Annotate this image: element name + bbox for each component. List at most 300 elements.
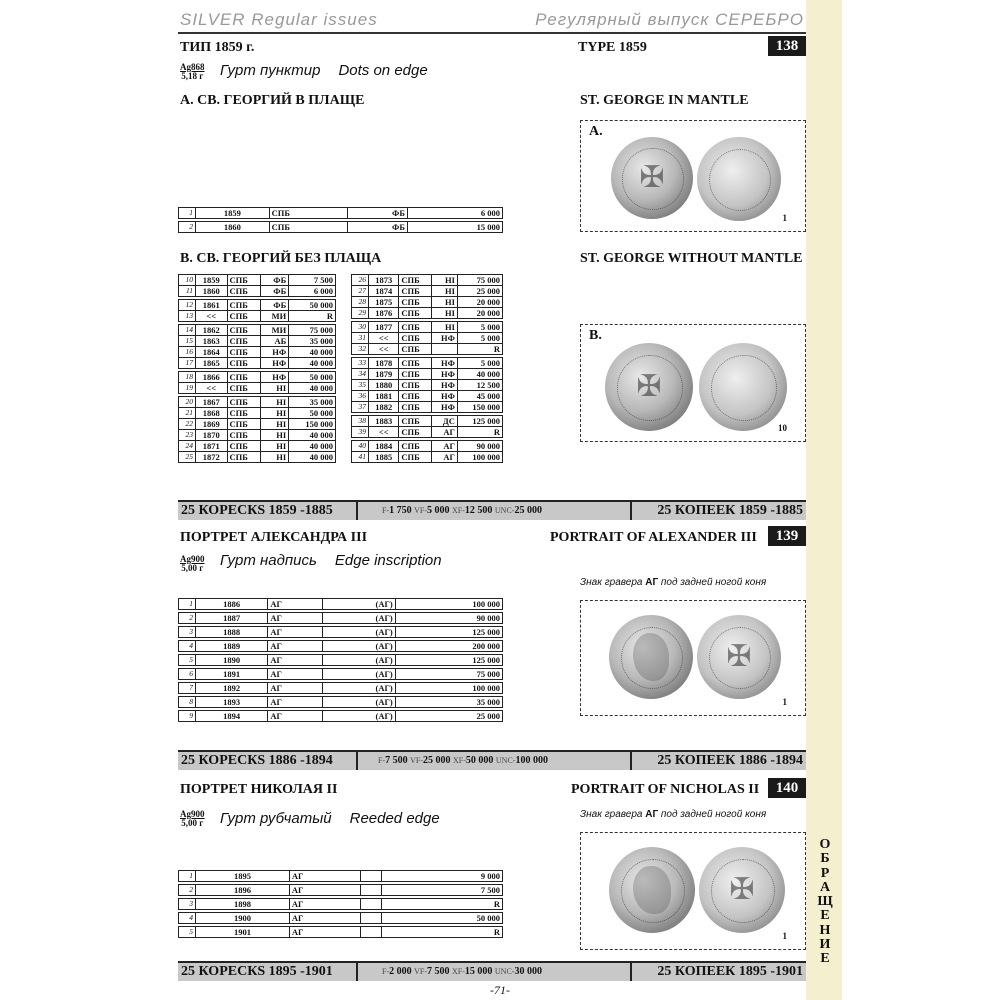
catalog-number-cell: 25 (179, 452, 196, 463)
catalog-number-cell: 6 (179, 669, 196, 680)
side-tab-letter: О (819, 837, 831, 852)
coin-obverse-image: ✠ (605, 343, 693, 431)
section-139-alloy (180, 555, 205, 573)
mintmaster-cell: НФ (431, 369, 457, 380)
section-140-number: 140 (768, 778, 806, 798)
alloy-weight: 5,00 г (181, 818, 204, 828)
subtype-a-title-en: ST. GEORGE IN MANTLE (580, 93, 749, 108)
mint-cell: СПБ (227, 311, 261, 322)
catalog-number-cell: 23 (179, 430, 196, 441)
catalog-number-cell: 4 (179, 641, 196, 652)
table-row (179, 452, 336, 463)
alloy-fineness: Ag900 (180, 554, 205, 564)
mint-cell: СПБ (399, 441, 431, 452)
engraver-note-139: Знак гравера АГ под задней ногой коня (580, 577, 767, 588)
mintmaster-cell: НФ (431, 380, 457, 391)
table-row (179, 336, 336, 347)
mintmaster-cell: НІ (431, 297, 457, 308)
coin-reverse-image: ✠ (699, 847, 785, 933)
table-row (179, 641, 503, 652)
alloy-fineness: Ag868 (180, 62, 205, 72)
grade-prices: F-7 500 VF-25 000 XF-50 000 UNC-100 000 (378, 755, 548, 766)
catalog-number-cell: 31 (352, 333, 369, 344)
coin-reverse-image: ✠ (697, 615, 781, 699)
table-row (179, 325, 336, 336)
catalog-number-cell: 32 (352, 344, 369, 355)
mint-cell: АГ (268, 641, 322, 652)
mintmaster-cell: НІ (261, 383, 289, 394)
price-cell: 40 000 (457, 369, 502, 380)
year-cell: 1881 (369, 391, 399, 402)
year-cell: 1873 (369, 275, 399, 286)
year-cell: 1893 (196, 697, 268, 708)
table-row (179, 613, 503, 624)
catalog-number-cell: 15 (179, 336, 196, 347)
grade-prices: F-2 000 VF-7 500 XF-15 000 UNC-30 000 (382, 966, 542, 977)
mint-cell: СПБ (227, 347, 261, 358)
table-row (179, 627, 503, 638)
mintmaster-cell: ФБ (347, 208, 407, 219)
subtype-b-title-en: ST. GEORGE WITHOUT MANTLE (580, 251, 803, 266)
mint-cell: СПБ (399, 402, 431, 413)
year-cell: 1877 (369, 322, 399, 333)
year-cell: 1871 (196, 441, 228, 452)
mint-cell: СПБ (399, 427, 431, 438)
section-140-title-en: PORTRAIT OF NICHOLAS II (571, 782, 760, 797)
mint-cell: АГ (268, 669, 322, 680)
mintmaster-cell: ФБ (261, 275, 289, 286)
price-cell: 40 000 (289, 441, 336, 452)
price-cell: 90 000 (395, 613, 502, 624)
engraver-note-140: Знак гравера АГ под задней ногой коня (580, 809, 767, 820)
mint-cell: СПБ (227, 419, 261, 430)
price-cell: 25 000 (395, 711, 502, 722)
coin-obverse-image: ✠ (611, 137, 693, 219)
mint-cell: СПБ (399, 275, 431, 286)
year-cell: 1900 (196, 913, 290, 924)
catalog-number-cell: 16 (179, 347, 196, 358)
price-cell: 45 000 (457, 391, 502, 402)
catalog-number-cell: 1 (179, 208, 196, 219)
catalog-number-cell: 13 (179, 311, 196, 322)
price-cell: 5 000 (457, 333, 502, 344)
mint-cell: АГ (289, 927, 360, 938)
price-cell: 40 000 (289, 383, 336, 394)
side-tab-letter: Е (820, 908, 830, 924)
year-cell: 1895 (196, 871, 290, 882)
year-cell: 1880 (369, 380, 399, 391)
year-cell: 1861 (196, 300, 228, 311)
table-row (179, 885, 503, 896)
catalog-number-cell: 5 (179, 927, 196, 938)
year-cell: 1872 (196, 452, 228, 463)
year-cell: 1884 (369, 441, 399, 452)
mintmaster-cell: ФБ (261, 300, 289, 311)
catalog-number-cell: 3 (179, 627, 196, 638)
price-cell: 35 000 (289, 397, 336, 408)
table-row (179, 927, 503, 938)
table-140 (178, 870, 503, 938)
mint-cell: СПБ (227, 358, 261, 369)
year-cell: 1866 (196, 372, 228, 383)
mintmaster-cell: АГ (431, 452, 457, 463)
denomination-ru: 25 КОПЕЕК 1886 -1894 (657, 753, 803, 768)
table-row (179, 300, 336, 311)
year-cell: 1867 (196, 397, 228, 408)
price-cell: 150 000 (289, 419, 336, 430)
mintmaster-cell: МИ (261, 325, 289, 336)
price-cell: 125 000 (395, 655, 502, 666)
table-row (352, 322, 503, 333)
mintmaster-cell: НІ (431, 275, 457, 286)
catalog-number-cell: 18 (179, 372, 196, 383)
coin-box-count: 1 (782, 931, 787, 941)
catalog-number-cell: 38 (352, 416, 369, 427)
side-tab-letter: Щ (817, 894, 833, 910)
table-138-b-left (178, 274, 336, 463)
year-cell: 1876 (369, 308, 399, 319)
side-tab-word (812, 838, 838, 967)
section-139-title-ru: ПОРТРЕТ АЛЕКСАНДРА III (180, 530, 368, 545)
year-cell: 1890 (196, 655, 268, 666)
mintmaster-cell: НФ (431, 391, 457, 402)
section-140-edge (220, 810, 458, 827)
year-cell: << (369, 333, 399, 344)
catalog-number-cell: 1 (179, 871, 196, 882)
year-cell: 1896 (196, 885, 290, 896)
year-cell: 1868 (196, 408, 228, 419)
mint-cell: СПБ (227, 430, 261, 441)
mintmaster-cell: (АГ) (322, 613, 395, 624)
section-138-title-ru: ТИП 1859 г. (180, 40, 255, 55)
catalog-number-cell: 2 (179, 222, 196, 233)
price-cell: 6 000 (289, 286, 336, 297)
price-cell: 35 000 (395, 697, 502, 708)
table-row (352, 452, 503, 463)
section-138-title-en: TYPE 1859 (578, 40, 647, 55)
price-cell: 75 000 (457, 275, 502, 286)
table-row (352, 275, 503, 286)
table-row (179, 408, 336, 419)
mintmaster-cell: ДС (431, 416, 457, 427)
section-139-title-en: PORTRAIT OF ALEXANDER III (550, 530, 757, 545)
mint-cell: СПБ (399, 369, 431, 380)
mint-cell: АГ (289, 899, 360, 910)
mintmaster-cell: НФ (261, 358, 289, 369)
catalog-number-cell: 26 (352, 275, 369, 286)
mintmaster-cell: НІ (261, 452, 289, 463)
mint-cell: СПБ (399, 333, 431, 344)
mint-cell: СПБ (399, 452, 431, 463)
table-row (179, 871, 503, 882)
price-cell: 15 000 (407, 222, 502, 233)
table-139 (178, 598, 503, 722)
price-cell: 35 000 (289, 336, 336, 347)
price-cell: 125 000 (395, 627, 502, 638)
mintmaster-cell: АБ (261, 336, 289, 347)
price-cell: 25 000 (457, 286, 502, 297)
table-row (179, 655, 503, 666)
year-cell: 1860 (196, 286, 228, 297)
mintmaster-cell: НІ (431, 322, 457, 333)
coin-box-count: 10 (778, 423, 787, 433)
price-cell: R (381, 899, 502, 910)
mint-cell: СПБ (227, 300, 261, 311)
mint-cell: СПБ (399, 297, 431, 308)
table-row (352, 369, 503, 380)
table-row (179, 208, 503, 219)
catalog-number-cell: 28 (352, 297, 369, 308)
header-left: SILVER Regular issues (180, 10, 378, 29)
section-139-edge (220, 552, 460, 569)
edge-en: Edge inscription (334, 552, 442, 569)
mintmaster-cell (360, 899, 381, 910)
price-cell: 90 000 (457, 441, 502, 452)
coin-reverse-image (697, 137, 781, 221)
mintmaster-cell: НІ (261, 430, 289, 441)
table-row (179, 441, 336, 452)
mintmaster-cell: ФБ (347, 222, 407, 233)
catalog-number-cell: 20 (179, 397, 196, 408)
catalog-number-cell: 9 (179, 711, 196, 722)
mintmaster-cell: НФ (261, 347, 289, 358)
catalog-number-cell: 17 (179, 358, 196, 369)
table-row (352, 391, 503, 402)
catalog-number-cell: 10 (179, 275, 196, 286)
table-138-b-right (351, 274, 503, 463)
catalog-number-cell: 12 (179, 300, 196, 311)
price-cell: 40 000 (289, 347, 336, 358)
table-row (179, 683, 503, 694)
year-cell: 1889 (196, 641, 268, 652)
mintmaster-cell: (АГ) (322, 683, 395, 694)
mintmaster-cell (360, 927, 381, 938)
mint-cell: АГ (268, 697, 322, 708)
catalog-number-cell: 33 (352, 358, 369, 369)
coin-box-count: 1 (782, 213, 787, 223)
price-cell: 150 000 (457, 402, 502, 413)
mintmaster-cell: (АГ) (322, 697, 395, 708)
catalog-number-cell: 8 (179, 697, 196, 708)
price-cell: 50 000 (289, 372, 336, 383)
table-row (179, 286, 336, 297)
table-row (179, 358, 336, 369)
table-row (179, 899, 503, 910)
price-bar-140 (178, 961, 806, 981)
catalog-number-cell: 1 (179, 599, 196, 610)
table-row (179, 697, 503, 708)
coin-photo-box-a (580, 120, 806, 232)
coin-box-label: А. (589, 124, 603, 139)
mint-cell: СПБ (399, 286, 431, 297)
table-row (352, 297, 503, 308)
year-cell: 1883 (369, 416, 399, 427)
price-cell: 40 000 (289, 430, 336, 441)
catalog-number-cell: 36 (352, 391, 369, 402)
price-cell: 100 000 (457, 452, 502, 463)
year-cell: 1870 (196, 430, 228, 441)
table-138-a (178, 207, 503, 233)
catalog-number-cell: 4 (179, 913, 196, 924)
price-cell: 200 000 (395, 641, 502, 652)
catalog-number-cell: 14 (179, 325, 196, 336)
catalog-number-cell: 3 (179, 899, 196, 910)
mint-cell: АГ (268, 655, 322, 666)
section-138-edge (220, 62, 446, 79)
catalog-number-cell: 19 (179, 383, 196, 394)
section-140-title-ru: ПОРТРЕТ НИКОЛАЯ II (180, 782, 338, 797)
table-row (179, 311, 336, 322)
price-cell: 75 000 (395, 669, 502, 680)
header-rule (178, 32, 806, 34)
section-138-alloy (180, 63, 205, 81)
mint-cell: АГ (268, 627, 322, 638)
mintmaster-cell: АГ (431, 441, 457, 452)
side-tab-letter: А (819, 879, 831, 895)
subtype-a-title-ru: А. СВ. ГЕОРГИЙ В ПЛАЩЕ (180, 93, 365, 108)
mint-cell: АГ (268, 711, 322, 722)
year-cell: 1860 (196, 222, 270, 233)
catalog-number-cell: 24 (179, 441, 196, 452)
catalog-number-cell: 2 (179, 885, 196, 896)
mintmaster-cell: (АГ) (322, 655, 395, 666)
mint-cell: СПБ (227, 286, 261, 297)
section-139-number: 139 (768, 526, 806, 546)
catalog-number-cell: 21 (179, 408, 196, 419)
catalog-number-cell: 27 (352, 286, 369, 297)
alloy-weight: 5,00 г (181, 563, 204, 573)
table-row (352, 402, 503, 413)
price-bar-138 (178, 500, 806, 520)
mint-cell: СПБ (399, 416, 431, 427)
year-cell: << (196, 311, 228, 322)
mint-cell: СПБ (227, 397, 261, 408)
year-cell: 1859 (196, 275, 228, 286)
mint-cell: СПБ (399, 380, 431, 391)
mint-cell: СПБ (399, 308, 431, 319)
mintmaster-cell: НФ (431, 333, 457, 344)
price-cell: 9 000 (381, 871, 502, 882)
mintmaster-cell (360, 913, 381, 924)
mintmaster-cell: НІ (261, 419, 289, 430)
mintmaster-cell: НІ (431, 308, 457, 319)
year-cell: 1885 (369, 452, 399, 463)
mintmaster-cell: НІ (261, 397, 289, 408)
grade-prices: F-1 750 VF-5 000 XF-12 500 UNC-25 000 (382, 505, 542, 516)
mint-cell: СПБ (227, 452, 261, 463)
catalog-number-cell: 30 (352, 322, 369, 333)
mint-cell: СПБ (227, 441, 261, 452)
subtype-b-title-ru: В. СВ. ГЕОРГИЙ БЕЗ ПЛАЩА (180, 251, 382, 266)
catalog-number-cell: 41 (352, 452, 369, 463)
mintmaster-cell: (АГ) (322, 627, 395, 638)
mint-cell: СПБ (399, 344, 431, 355)
catalog-number-cell: 7 (179, 683, 196, 694)
mintmaster-cell (360, 871, 381, 882)
coin-photo-box-140 (580, 832, 806, 950)
catalog-number-cell: 37 (352, 402, 369, 413)
price-cell: R (289, 311, 336, 322)
price-cell: 7 500 (289, 275, 336, 286)
edge-en: Dots on edge (338, 62, 428, 79)
year-cell: 1875 (369, 297, 399, 308)
denomination-ru: 25 КОПЕЕК 1859 -1885 (657, 503, 803, 518)
coin-photo-box-139 (580, 600, 806, 716)
mintmaster-cell: (АГ) (322, 599, 395, 610)
mint-cell: СПБ (399, 391, 431, 402)
table-row (179, 599, 503, 610)
denomination-ru: 25 КОПЕЕК 1895 -1901 (657, 964, 803, 979)
side-tab-letter: Р (820, 865, 830, 881)
table-row (352, 380, 503, 391)
price-cell: 50 000 (289, 300, 336, 311)
catalog-number-cell: 34 (352, 369, 369, 380)
table-row (179, 397, 336, 408)
header-right: Регулярный выпуск СЕРЕБРО (535, 10, 804, 29)
catalog-number-cell: 39 (352, 427, 369, 438)
year-cell: << (369, 344, 399, 355)
year-cell: 1874 (369, 286, 399, 297)
edge-ru: Гурт рубчатый (220, 810, 332, 827)
coin-reverse-image (699, 343, 787, 431)
price-cell: R (381, 927, 502, 938)
price-cell: 50 000 (289, 408, 336, 419)
mint-cell: АГ (289, 913, 360, 924)
side-tab-letter: Н (819, 922, 831, 938)
mint-cell: СПБ (227, 372, 261, 383)
mintmaster-cell (360, 885, 381, 896)
side-tab-letter: И (819, 937, 831, 953)
mint-cell: АГ (289, 885, 360, 896)
denomination-en: 25 КОРЕСКS 1895 -1901 (181, 964, 333, 979)
year-cell: 1869 (196, 419, 228, 430)
year-cell: << (196, 383, 228, 394)
year-cell: 1878 (369, 358, 399, 369)
price-cell: 5 000 (457, 358, 502, 369)
price-cell: 50 000 (381, 913, 502, 924)
table-row (179, 222, 503, 233)
table-row (179, 275, 336, 286)
table-row (179, 711, 503, 722)
year-cell: 1887 (196, 613, 268, 624)
table-row (179, 383, 336, 394)
price-cell: 75 000 (289, 325, 336, 336)
mint-cell: АГ (268, 613, 322, 624)
year-cell: 1891 (196, 669, 268, 680)
table-row (352, 427, 503, 438)
year-cell: 1863 (196, 336, 228, 347)
mint-cell: АГ (268, 683, 322, 694)
price-cell: 12 500 (457, 380, 502, 391)
table-row (352, 344, 503, 355)
coin-box-label: В. (589, 328, 602, 343)
table-row (179, 430, 336, 441)
mint-cell: СПБ (227, 336, 261, 347)
table-row (179, 669, 503, 680)
table-row (352, 416, 503, 427)
year-cell: 1862 (196, 325, 228, 336)
table-row (179, 913, 503, 924)
table-row (179, 372, 336, 383)
mintmaster-cell: НІ (431, 286, 457, 297)
page-number: -71- (490, 983, 510, 997)
year-cell: 1886 (196, 599, 268, 610)
year-cell: 1859 (196, 208, 270, 219)
year-cell: << (369, 427, 399, 438)
mint-cell: АГ (268, 599, 322, 610)
coin-box-count: 1 (782, 697, 787, 707)
edge-ru: Гурт надпись (220, 552, 317, 569)
